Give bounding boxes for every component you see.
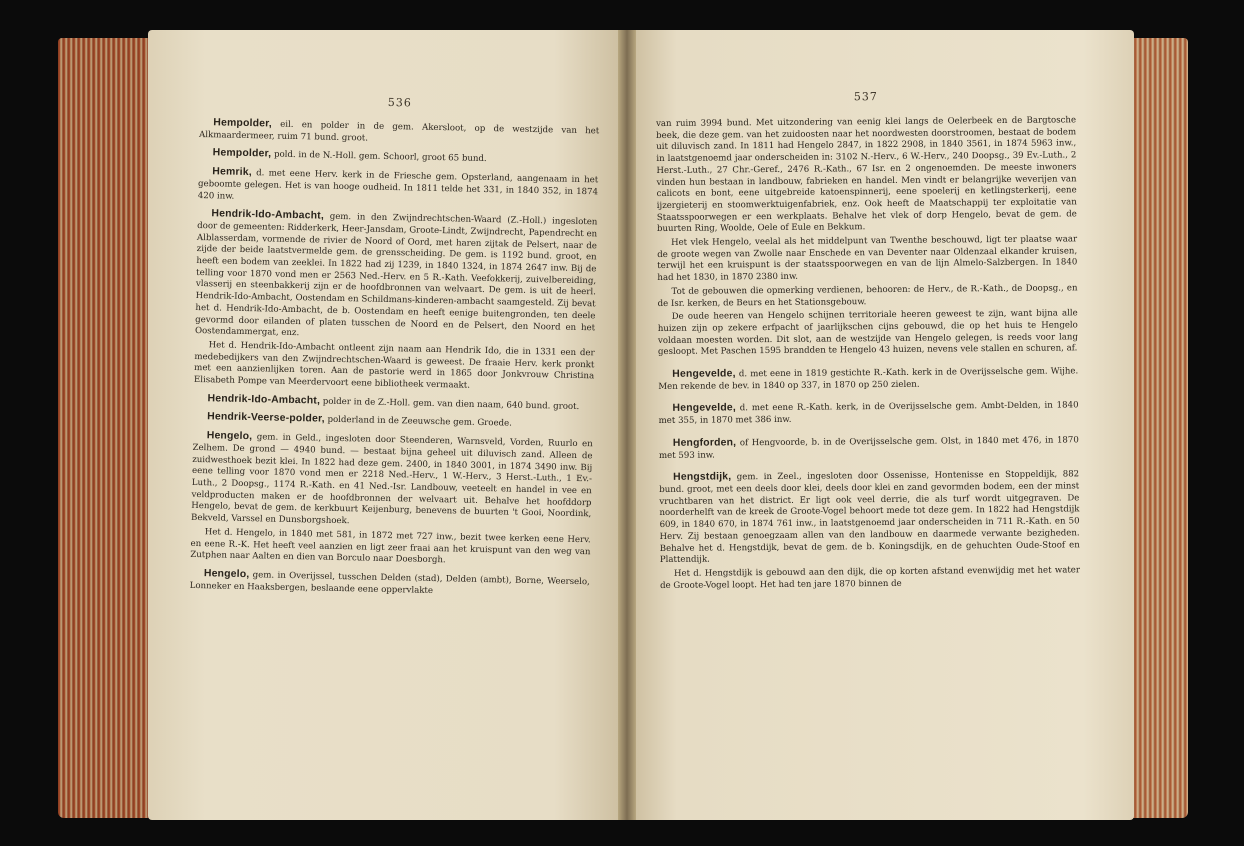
entry-paragraph (658, 309, 1078, 359)
dictionary-entry (659, 434, 1079, 462)
dictionary-entry (191, 430, 593, 533)
entry-headword: Hengforden, (672, 437, 737, 449)
right-page-edges (1128, 38, 1188, 818)
dictionary-entry (658, 365, 1078, 393)
dictionary-entry (193, 393, 593, 414)
entry-headword: Hengevelde, (672, 368, 736, 380)
entry-paragraph (190, 527, 591, 570)
dictionary-entry (659, 469, 1080, 567)
entry-text: eil. en polder in de gem. Akersloot, op de westzijde van het Alkmaardermeer, ruim 71 bund. groot. (199, 119, 600, 144)
entry-text: d. met eene in 1819 gestichte R.-Kath. kerk in de Overijsselsche gem. Wijhe. Men rekende de bev. in 1840 op 337, in 1870 op 250 zielen. (658, 366, 1079, 392)
entry-text: polder in de Z.-Holl. gem. van dien naam, 640 bund. groot. (319, 396, 580, 412)
entry-headword: Hempolder, (213, 117, 273, 130)
entry-headword: Hengevelde, (672, 402, 737, 415)
dictionary-entry (190, 568, 590, 601)
dictionary-entry (193, 411, 593, 432)
dictionary-entry (198, 166, 599, 210)
entry-headword: Hemrik, (212, 166, 252, 179)
entry-text: Het d. Hendrik-Ido-Ambacht ontleent zijn naam aan Hendrik Ido, die in 1331 een der medebedijkers van den Zwijndrechtschen-Waard is geweest. De fraaie Herv. kerk pronkt met een aanzienlijken toren. Aan de pastorie werd in 1865 door Jonkvrouw Christina Elisabeth Pompe van Meerdervoort eene bibliotheek vermaakt. (193, 340, 595, 391)
entry-text: polderland in de Zeeuwsche gem. Groede. (324, 415, 512, 430)
entry-headword: Hendrik-Ido-Ambacht, (211, 208, 325, 222)
dictionary-entry (658, 400, 1078, 428)
page-number-left: 536 (387, 95, 412, 110)
entry-paragraph (660, 565, 1080, 592)
dictionary-entry (199, 147, 599, 168)
right-page (626, 30, 1134, 820)
left-page-edges (58, 38, 162, 818)
entry-headword: Hempolder, (212, 147, 272, 160)
entry-text: Het vlek Hengelo, veelal als het middelpunt van Twenthe beschouwd, ligt ter plaatse waar de groote wegen van Zwolle naar Enschede en van Deventer naar Oldenzaal elkander kruisen, terwijl het een kruispunt is der staatsspoorwegen en van de lijn Almelo-Salzbergen. In 1840 had het 1830, in 1870 2380 inw. (657, 234, 1078, 284)
entry-text: gem. in den Zwijndrechtschen-Waard (Z.-Holl.) ingesloten door de gemeenten: Ridderkerk, Heer-Jansdam, Groote-Lindt, Zwijndrecht, Papendrecht en Alblasserdam, vormende de rivier de Noord of Oord, met haren zijtak de Pelsert, naar de zijde der beide laatstvermelde gem. de grensscheiding. De gem. is 1192 bund. groot, en heeft een bodem van zeeklei. In 1822 had zij 1239, in 1840 1324, in 1874 2647 inw. Bij de telling voor 1870 vond men er 2563 Ned.-Herv. en 5 R.-Kath. Veefokkerij, zuivelbereiding, vlasserij en steenbakkerij zijn er de hoofdbronnen van welvaart. De gem. is uit de heerl. Hendrik-Ido-Ambacht, Oostendam en Schildmans-kinderen-ambacht saamgesteld. Zij bevat het d. Hendrik-Ido-Ambacht, de b. Oostendam en heeft eenige buitengronden, ten deele gevormd door eilanden of platen tusschen de Noord en de Pelsert, den Noord en het Oostendammergat, enz. (194, 211, 598, 339)
entry-text: of Hengvoorde, b. in de Overijsselsche gem. Olst, in 1840 met 476, in 1870 met 593 inw. (658, 435, 1079, 461)
entry-text: d. met eene R.-Kath. kerk, in de Overijsselsche gem. Ambt-Delden, in 1840 met 355, in 1870 met 386 inw. (658, 400, 1079, 427)
entry-text: d. met eene Herv. kerk in de Friesche gem. Opsterland, aangenaam in het geboomte gelegen. Het is van hooge oudheid. In 1811 telde het 331, in 1840 352, in 1874 420 inw. (197, 168, 599, 202)
entry-text: Het d. Hengstdijk is gebouwd aan den dijk, die op korten afstand evenwijdig met het water de Groote-Vogel loopt. Het had ten jare 1870 binnen de (660, 565, 1081, 591)
entry-headword: Hendrik-Veerse-polder, (207, 411, 325, 426)
book-gutter (618, 30, 636, 820)
entry-headword: Hengelo, (203, 568, 250, 581)
entry-text: gem. in Overijssel, tusschen Delden (stad), Delden (ambt), Borne, Weerselo, Lonneker en Haaksbergen, beslaande eene oppervlakte (189, 570, 590, 596)
entry-text: gem. in Zeel., ingesloten door Ossenisse, Hontenisse en Stoppeldijk, 882 bund. groot, met een deels door klei, deels door klei en zand gevormden bodem, een der minst vruchtbaren van het district. Er ligt ook veel derrie, die als turf wordt uitgegraven. De noorderhelft van de kreek de Groote-Vogel behoort mede tot deze gem. In 1822 had Hengstdijk 609, in 1840 670, in 1874 761 inw., in laatstgenoemd jaar onderscheiden in 711 R.-Kath. en 50 Herv. Zij bestaan genoegzaam allen van den landbouw en daarmede verwante bezigheden. Behalve het d. Hengstdijk, bevat de gem. de b. Koningsdijk, en de gehuchten Oude-Stoof en Plattendijk. (659, 469, 1080, 566)
dictionary-entry (195, 208, 598, 346)
entry-text: gem. in Geld., ingesloten door Steenderen, Warnsveld, Vorden, Ruurlo en Zelhem. De grond — 4940 bund. — bestaat bijna geheel uit diluvisch zand. Alleen de zuidwesthoek bezit klei. In 1822 had deze gem. 2400, in 1840 3001, in 1874 3490 inw. Bij eene telling voor 1870 vond men er 2218 Ned.-Herv., 1 W.-Herv., 3 Herst.-Luth., 1 Ev.-Luth., 2 Doopsg., 1174 R.-Kath. en 41 Ned.-Isr. Landbouw, veeteelt en handel in vee en veldproducten maken er de hoofdbronnen der welvaart uit. Behalve het hoofddorp Hengelo, bevat de gem. de kerkbuurt Keijenburg, benevens de buurten 't Gooi, Noordink, Bekveld, Varssel en Dunsborgshoek. (190, 432, 593, 527)
entry-text: Het d. Hengelo, in 1840 met 581, in 1872 met 727 inw., bezit twee kerken eene Herv. en eene R.-K. Het heeft veel aanzien en ligt zeer fraai aan het kruispunt van den weg van Zutphen naar Aalten en dien van Borculo naar Doesborgh. (190, 526, 591, 566)
entry-paragraph (657, 283, 1077, 310)
entry-paragraph (194, 340, 595, 395)
entry-headword: Hendrik-Ido-Ambacht, (207, 392, 321, 407)
entry-text: pold. in de N.-Holl. gem. Schoorl, groot 65 bund. (271, 149, 487, 165)
left-page-content (189, 92, 600, 607)
right-page-content (656, 90, 1081, 598)
left-page (148, 30, 626, 820)
entry-headword: Hengelo, (206, 430, 253, 443)
page-number-right: 537 (853, 90, 878, 104)
entry-text: van ruim 3994 bund. Met uitzondering van eenig klei langs de Oelerbeek en de Bargtosche beek, die deze gem. van het zuidoosten naar het noordwesten doorstroomen, bestaat de bodem uit diluvisch zand. In 1811 had Hengelo 2847, in 1822 2908, in 1840 3561, in 1874 5963 inw., in laatstgenoemd jaar onderscheiden in: 3102 N.-Herv., 6 W.-Herv., 240 Doopsg., 39 Ev.-Luth., 2 Herst.-Luth., 27 Chr.-Geref., 2476 R.-Kath., 67 Isr. en 2 ongenoemden. De meeste inwoners vinden hun bestaan in landbouw, fabrieken en handel. Men vindt er belangrijke weverijen van calicots en bont, eene uitgebreide katoenspinnerij, eene spoelerij en ketlingsterkerij, eene ijzergieterij en stoomwerktuigenfabriek, enz. Ook heeft de Maatschappij ter exploitatie van Staatsspoorwegen er een werkplaats. Behalve het vlek of dorp Hengelo, bevat de gem. de buurten Ring, Woolde, Oele of Eule en Bekkum. (656, 115, 1077, 235)
entry-paragraph (657, 234, 1077, 284)
entry-text: Tot de gebouwen die opmerking verdienen, behooren: de Herv., de R.-Kath., de Doopsg., en de Isr. kerken, de Beurs en het Stationsgebouw. (657, 283, 1078, 309)
entry-headword: Hengstdijk, (673, 471, 732, 484)
entry-text: De oude heeren van Hengelo schijnen territoriale heeren geweest te zijn, want bijna alle huizen zijn op zekere erfpacht of jaarlijkschen cijns gebouwd, die op het huis te Hengelo voldaan moesten worden. Dit slot, aan de westzijde van Hengelo gelegen, is reeds voor lang gesloopt. Met Paschen 1595 brandden te Hengelo 43 huizen, nevens vele stallen en schuren, af. (657, 308, 1078, 358)
entry-paragraph (656, 115, 1077, 236)
book-spread (58, 20, 1188, 828)
